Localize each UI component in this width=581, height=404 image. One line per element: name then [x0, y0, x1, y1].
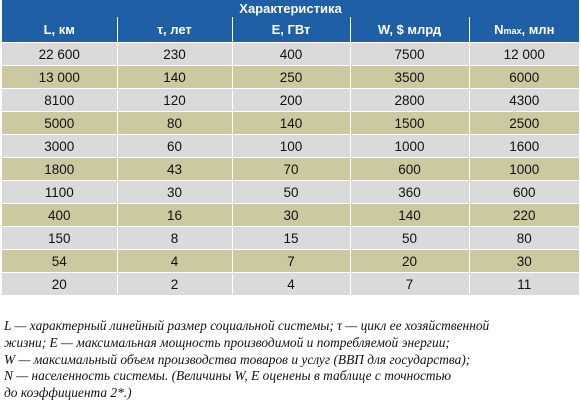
table-cell: 4300 [469, 89, 579, 112]
header-population-letter: N [494, 22, 504, 37]
characteristics-table-block [2, 0, 579, 295]
table-cell: 13 000 [2, 66, 117, 89]
table-body [2, 43, 579, 296]
characteristics-table [2, 17, 579, 295]
table-cell: 140 [117, 66, 232, 89]
table-cell: 15 [232, 227, 350, 250]
table-cell: 60 [117, 135, 232, 158]
table-cell: 1000 [350, 135, 469, 158]
table-cell: 600 [469, 181, 579, 204]
table-cell: 3500 [350, 66, 469, 89]
table-cell: 1600 [469, 135, 579, 158]
header-population [469, 17, 579, 43]
table-row [2, 181, 579, 204]
table-cell: 7 [232, 250, 350, 273]
table-row [2, 66, 579, 89]
table-cell: 8 [117, 227, 232, 250]
table-cell: 11 [469, 273, 579, 296]
table-cell: 50 [350, 227, 469, 250]
header-population-subscript: max [503, 26, 522, 36]
table-cell: 12 000 [469, 43, 579, 66]
footnote-line: до коэффициента 2*.) [4, 385, 132, 401]
header-population-unit: , млн [521, 22, 555, 37]
table-cell: 3000 [2, 135, 117, 158]
table-cell: 8100 [2, 89, 117, 112]
table-cell: 22 600 [2, 43, 117, 66]
table-cell: 80 [117, 112, 232, 135]
table-cell: 200 [232, 89, 350, 112]
table-cell: 2800 [350, 89, 469, 112]
table-row [2, 135, 579, 158]
table-cell: 140 [232, 112, 350, 135]
table-cell: 16 [117, 204, 232, 227]
table-cell: 70 [232, 158, 350, 181]
table-row [2, 158, 579, 181]
table-cell: 1800 [2, 158, 117, 181]
footnote-line: W — максимальный объем производства товаров и услуг (ВВП для государства); [4, 351, 471, 367]
table-row [2, 204, 579, 227]
table-row [2, 112, 579, 135]
header-row [2, 17, 579, 43]
footnote-line: N — населенность системы. (Величины W, E оценены в таблице с точностью [4, 368, 452, 384]
table-cell: 120 [117, 89, 232, 112]
table-cell: 20 [350, 250, 469, 273]
table-cell: 50 [232, 181, 350, 204]
table-cell: 1000 [469, 158, 579, 181]
table-cell: 150 [2, 227, 117, 250]
table-cell: 7 [350, 273, 469, 296]
table-cell: 4 [232, 273, 350, 296]
table-cell: 54 [2, 250, 117, 273]
table-cell: 100 [232, 135, 350, 158]
table-cell: 43 [117, 158, 232, 181]
table-cell: 4 [117, 250, 232, 273]
table-cell: 1100 [2, 181, 117, 204]
table-title: Характеристика [2, 0, 579, 17]
table-cell: 5000 [2, 112, 117, 135]
table-cell: 30 [469, 250, 579, 273]
table-cell: 1500 [350, 112, 469, 135]
table-row [2, 89, 579, 112]
table-cell: 140 [350, 204, 469, 227]
table-cell: 6000 [469, 66, 579, 89]
header-cycle: τ, лет [117, 17, 232, 43]
table-row [2, 250, 579, 273]
table-cell: 20 [2, 273, 117, 296]
table-cell: 2500 [469, 112, 579, 135]
table-cell: 400 [232, 43, 350, 66]
table-cell: 30 [232, 204, 350, 227]
table-cell: 600 [350, 158, 469, 181]
table-cell: 220 [469, 204, 579, 227]
header-length: L, км [2, 17, 117, 43]
table-cell: 250 [232, 66, 350, 89]
table-cell: 2 [117, 273, 232, 296]
table-cell: 80 [469, 227, 579, 250]
header-production: W, $ млрд [350, 17, 469, 43]
footnote-line: жизни; E — максимальная мощность производимой и потребляемой энергии; [4, 334, 450, 350]
table-cell: 230 [117, 43, 232, 66]
table-cell: 7500 [350, 43, 469, 66]
header-energy: E, ГВт [232, 17, 350, 43]
table-cell: 30 [117, 181, 232, 204]
table-row [2, 43, 579, 66]
footnote-line: L — характерный линейный размер социальной системы; τ — цикл ее хозяйственной [4, 318, 490, 333]
table-row [2, 227, 579, 250]
table-cell: 360 [350, 181, 469, 204]
table-row [2, 273, 579, 296]
table-cell: 400 [2, 204, 117, 227]
footnotes [4, 318, 580, 402]
